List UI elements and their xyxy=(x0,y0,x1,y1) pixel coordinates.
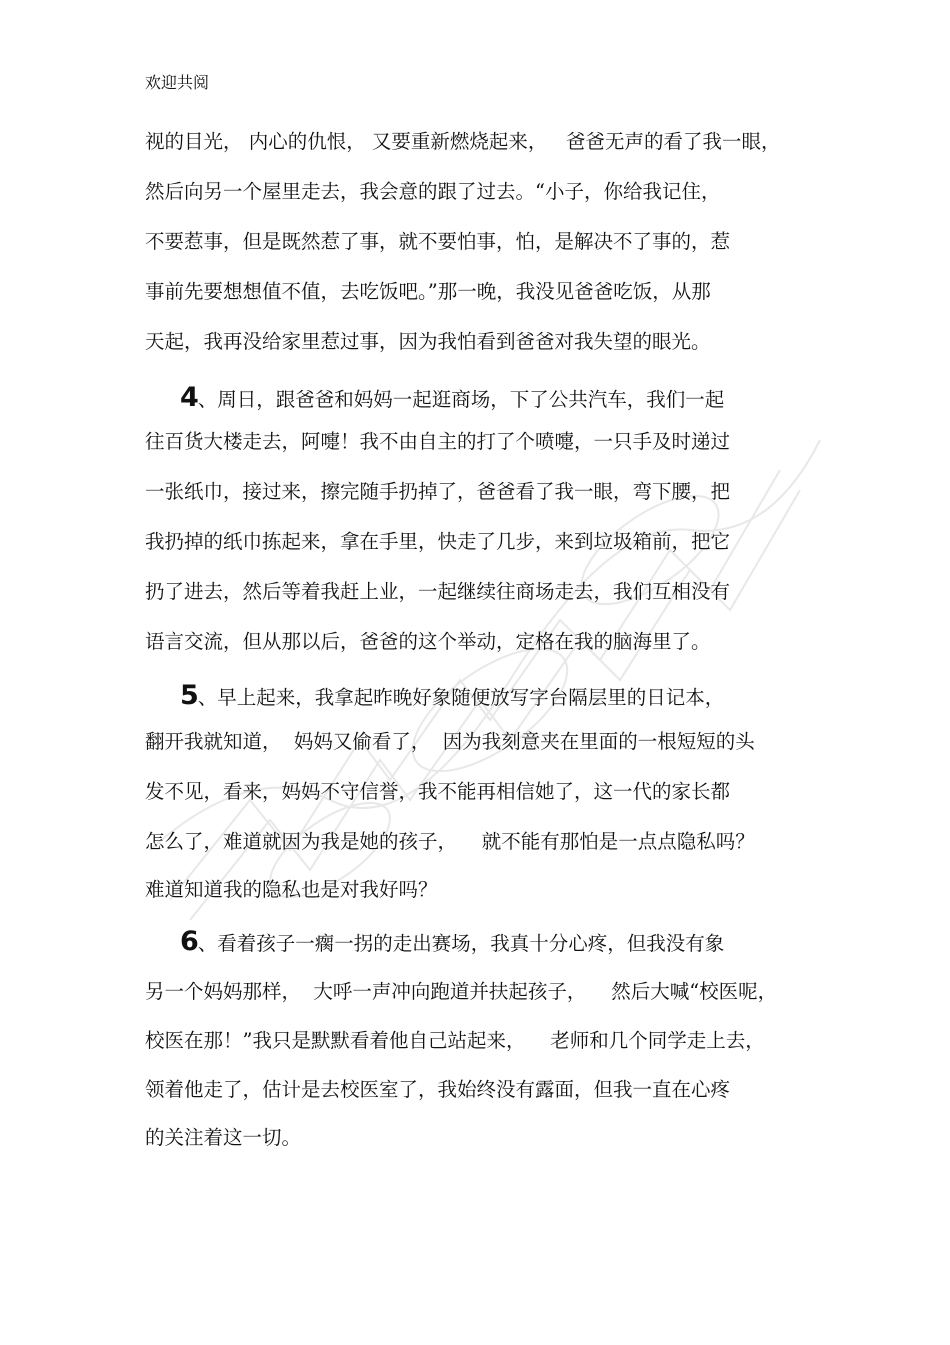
paragraph-line: 难道知道我的隐私也是对我好吗？ xyxy=(145,878,438,901)
paragraph-line: 我扔掉的纸巾拣起来，拿在手里，快走了几步，来到垃圾箱前，把它 xyxy=(145,530,731,553)
page-header: 欢迎共阅 xyxy=(145,73,210,92)
paragraph-first-line xyxy=(180,928,724,958)
paragraph-line: 翻开我就知道， 妈妈又偷看了， 因为我刻意夹在里面的一根短短的头 xyxy=(145,730,755,753)
paragraph-line: 扔了进去，然后等着我赶上业，一起继续往商场走去，我们互相没有 xyxy=(145,580,731,603)
paragraph-line: 语言交流，但从那以后，爸爸的这个举动，定格在我的脑海里了。 xyxy=(145,630,711,653)
paragraph-line: 天起，我再没给家里惹过事，因为我怕看到爸爸对我失望的眼光。 xyxy=(145,330,711,353)
paragraph-line: 领着他走了，估计是去校医室了，我始终没有露面，但我一直在心疼 xyxy=(145,1078,731,1101)
paragraph-line: 视的目光， 内心的仇恨， 又要重新燃烧起来， 爸爸无声的看了我一眼， xyxy=(145,130,781,153)
paragraph-line: 发不见，看来，妈妈不守信誉，我不能再相信她了，这一代的家长都 xyxy=(145,780,731,803)
paragraph-line: 怎么了，难道就因为我是她的孩子， 就不能有那怕是一点点隐私吗？ xyxy=(145,830,755,853)
paragraph-first-line xyxy=(180,384,724,414)
paragraph-line: 、看着孩子一瘸一拐的走出赛场，我真十分心疼，但我没有象 xyxy=(197,932,725,955)
paragraph-line: 一张纸巾，接过来，擦完随手扔掉了，爸爸看了我一眼，弯下腰，把 xyxy=(145,480,731,503)
paragraph-line: 校医在那！”我只是默默看着他自己站起来， 老师和几个同学走上去， xyxy=(145,1029,765,1052)
paragraph-line: 不要惹事，但是既然惹了事，就不要怕事，怕，是解决不了事的，惹 xyxy=(145,230,731,253)
paragraph-line: 然后向另一个屋里走去，我会意的跟了过去。“小子，你给我记住， xyxy=(145,180,721,203)
paragraph-line: 、周日，跟爸爸和妈妈一起逛商场，下了公共汽车，我们一起 xyxy=(197,388,725,411)
paragraph-number: 4 xyxy=(180,382,198,413)
paragraph-line: 的关注着这一切。 xyxy=(145,1126,302,1149)
paragraph-line: 、早上起来，我拿起昨晚好象随便放写字台隔层里的日记本， xyxy=(197,686,725,709)
paragraph-line: 往百货大楼走去，阿嚏！我不由自主的打了个喷嚏，一只手及时递过 xyxy=(145,430,731,453)
paragraph-line: 另一个妈妈那样， 大呼一声冲向跑道并扶起孩子， 然后大喊“校医呢， xyxy=(145,980,778,1003)
paragraph-first-line xyxy=(180,682,724,712)
paragraph-number: 6 xyxy=(180,926,198,957)
paragraph-number: 5 xyxy=(180,680,198,711)
watermark xyxy=(130,380,830,940)
paragraph-line: 事前先要想想值不值，去吃饭吧。”那一晚，我没见爸爸吃饭，从那 xyxy=(145,280,711,303)
